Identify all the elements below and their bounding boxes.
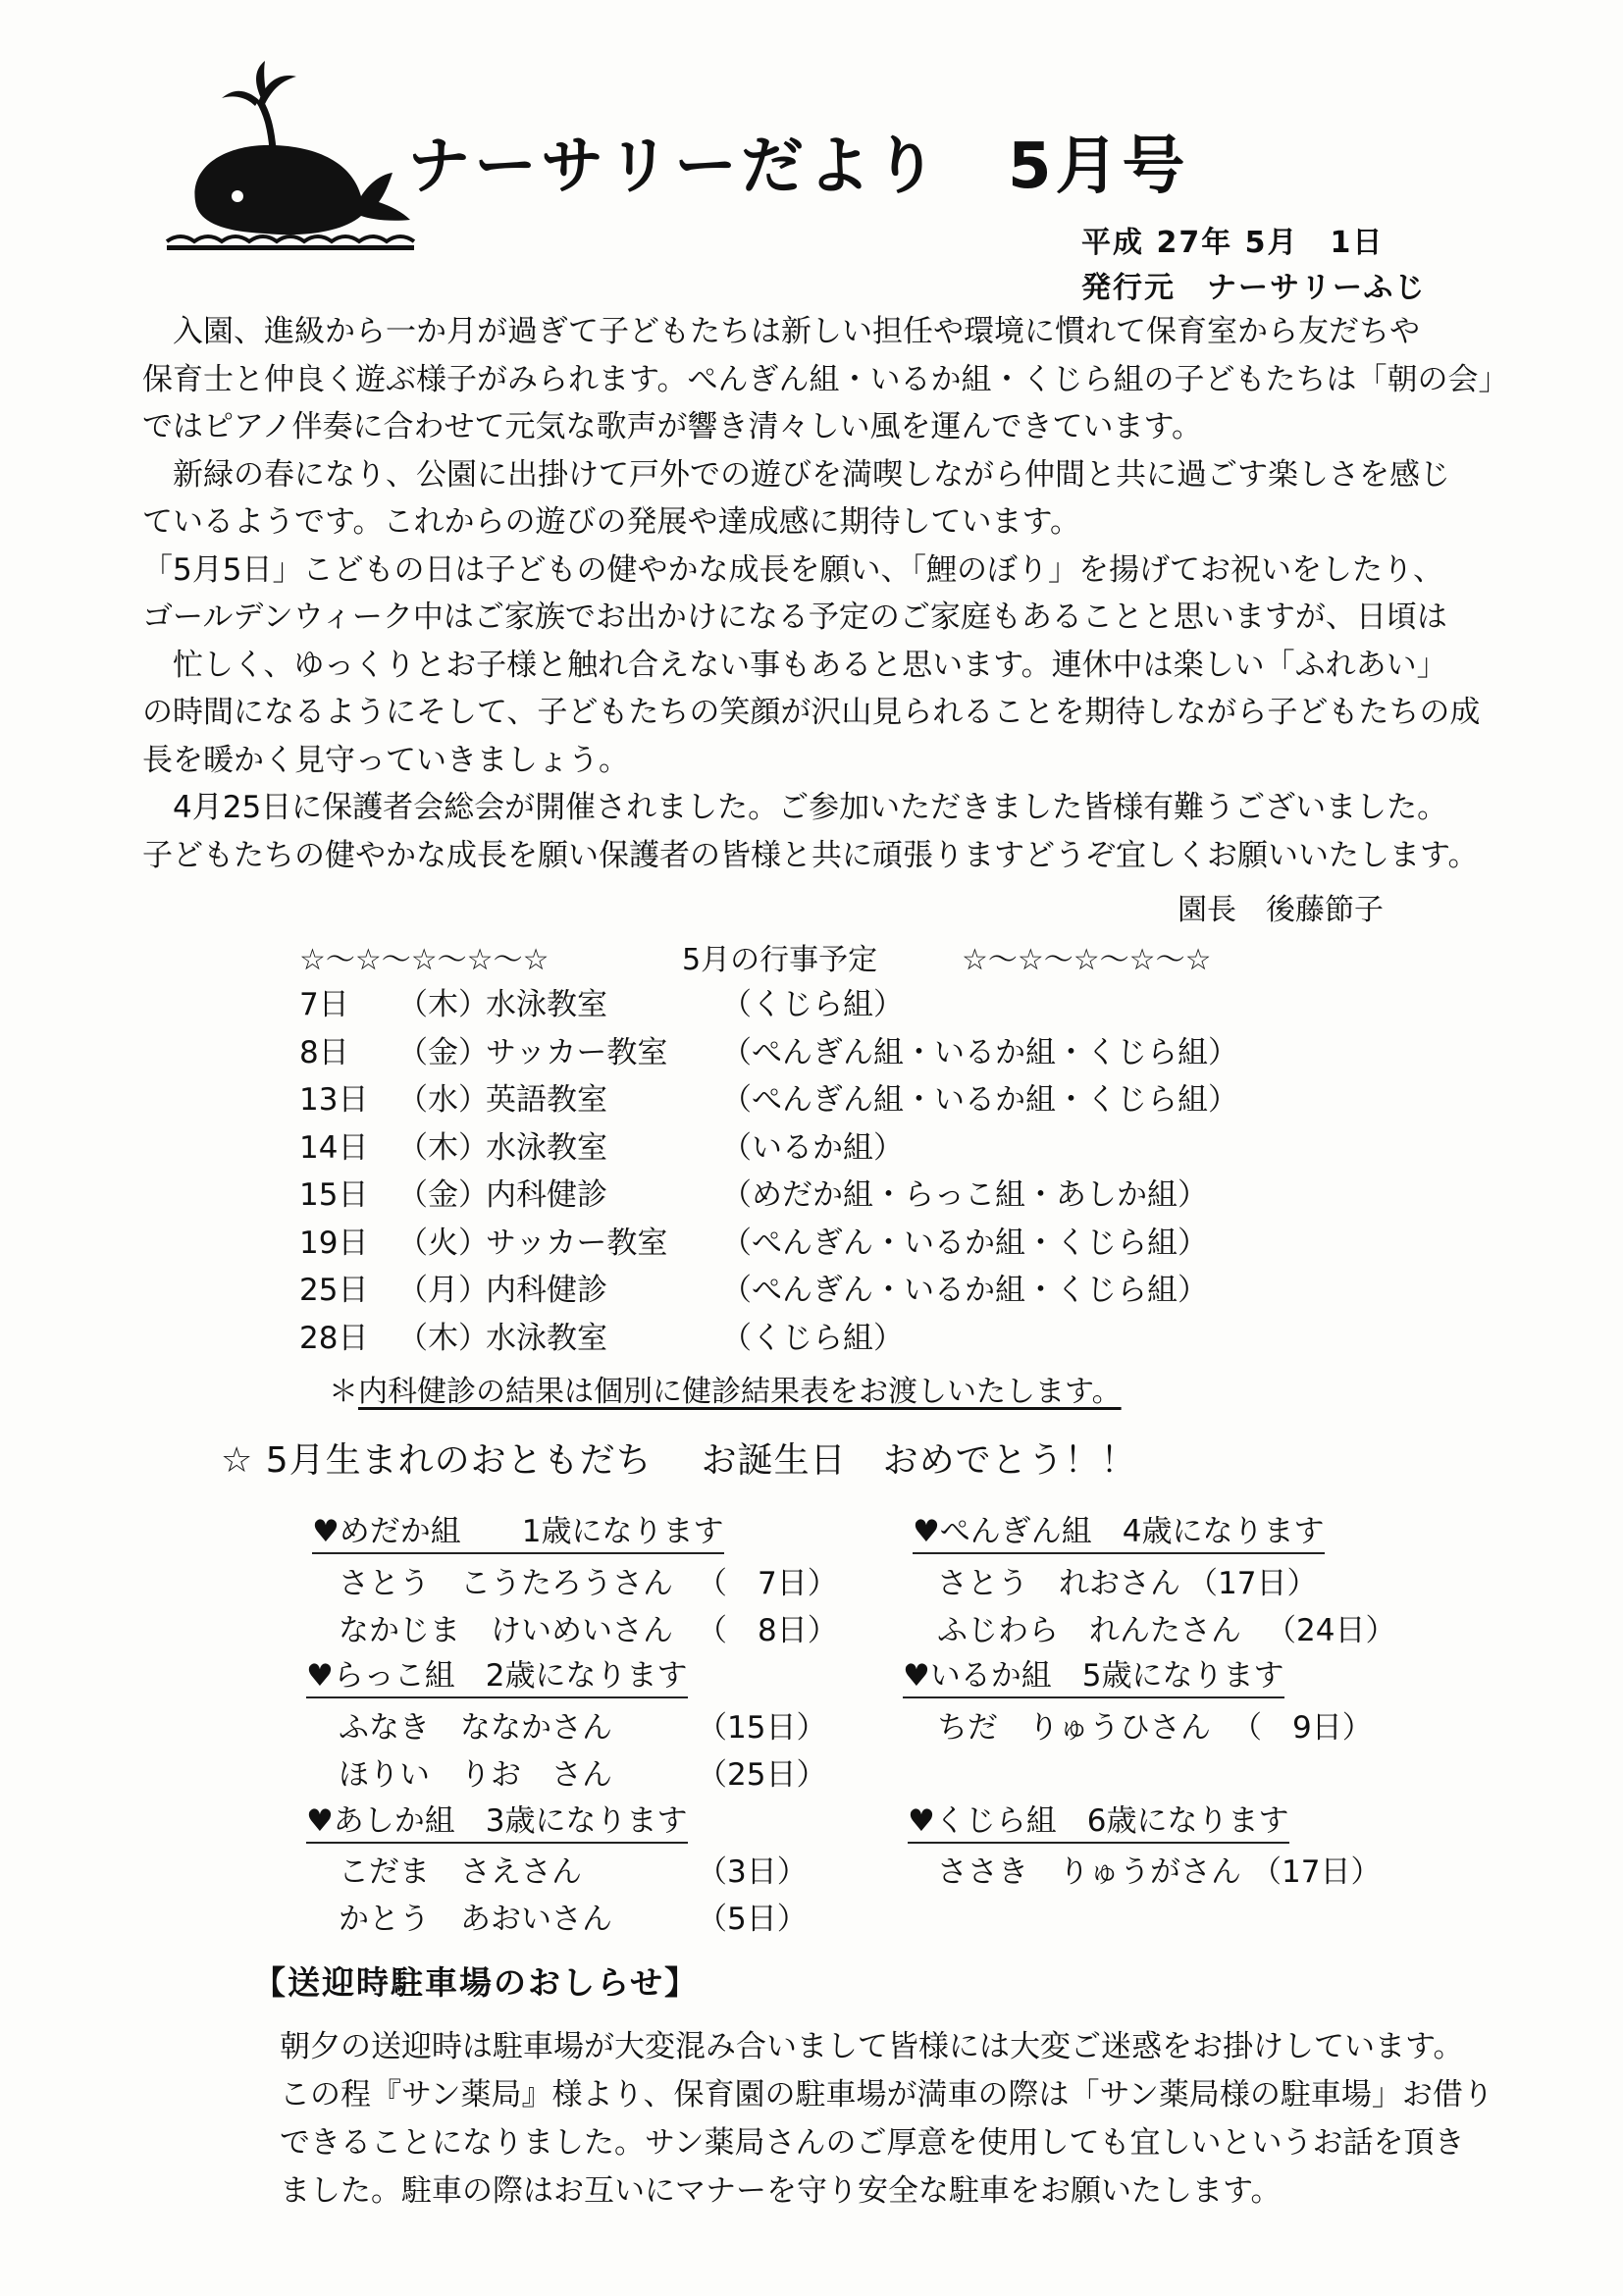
intro-line: ゴールデンウィーク中はご家族でお出かけになる予定のご家庭もあることと思いますが、日頃は [142, 600, 1447, 635]
kid-date: （5日） [697, 1902, 808, 1937]
class-heading-iruka: ♥いるか組 5歳になります [903, 1650, 1284, 1698]
kid-name: ふなき ななかさん [339, 1710, 612, 1746]
kid-date: （ 9日） [1231, 1710, 1373, 1746]
schedule-note [329, 1367, 1122, 1410]
kid-name: さとう こうたろうさん [339, 1566, 673, 1601]
schedule-classes: （くじら組） [721, 1320, 904, 1356]
schedule-day: 25日 [299, 1273, 369, 1308]
intro-line: 4月25日に保護者会総会が開催されました。ご参加いただきました皆様有難うございました。 [142, 790, 1448, 825]
intro-line: 保育士と仲良く遊ぶ様子がみられます。ぺんぎん組・いるか組・くじら組の子どもたちは「朝の会」 [142, 361, 1509, 397]
publisher: 発行元 ナーサリーふじ [1081, 271, 1427, 305]
notice-line: ました。駐車の際はお互いにマナーを守り安全な駐車をお願いたします。 [280, 2173, 1282, 2209]
schedule-day: 7日 [299, 987, 349, 1022]
kid-name: ささき りゅうがさん [937, 1854, 1241, 1890]
kid-date: （17日） [1187, 1566, 1318, 1601]
schedule-event: 英語教室 [486, 1082, 607, 1118]
schedule-weekday: （金） [397, 1177, 489, 1213]
schedule-classes: （ぺんぎん組・いるか組・くじら組） [721, 1082, 1238, 1118]
kid-date: （24日） [1266, 1613, 1396, 1648]
kid-date: （17日） [1251, 1854, 1382, 1890]
schedule-day: 8日 [299, 1034, 349, 1070]
intro-line: 「5月5日」こどもの日は子どもの健やかな成長を願い、「鯉のぼり」を揚げてお祝いをしたり、 [142, 551, 1443, 588]
schedule-event: 内科健診 [486, 1273, 607, 1308]
kid-date: （ 7日） [697, 1566, 838, 1601]
whale-icon [157, 59, 422, 255]
intro-line: 子どもたちの健やかな成長を願い保護者の皆様と共に頑張りますどうぞ宜しくお願いいたします。 [142, 837, 1479, 873]
schedule-weekday: （木） [397, 1320, 489, 1356]
schedule-event: 水泳教室 [486, 1129, 607, 1166]
schedule-weekday: （月） [397, 1273, 489, 1308]
signature: 園長 後藤節子 [1178, 893, 1384, 927]
kid-date: （ 8日） [697, 1613, 838, 1648]
schedule-classes: （くじら組） [721, 987, 904, 1022]
schedule-day: 19日 [299, 1225, 369, 1261]
kid-name: ふじわら れんたさん [937, 1613, 1241, 1648]
schedule-event: 水泳教室 [486, 1320, 607, 1356]
schedule-title: 5月の行事予定 [682, 943, 878, 977]
intro-line: 長を暖かく見守っていきましょう。 [142, 742, 629, 778]
schedule-deco-right: ☆〜☆〜☆〜☆〜☆ [962, 943, 1212, 977]
kid-name: かとう あおいさん [339, 1902, 612, 1937]
kid-name: ほりい りお さん [339, 1757, 612, 1793]
schedule-weekday: （木） [397, 987, 489, 1022]
kid-name: さとう れおさん [937, 1566, 1180, 1601]
schedule-classes: （めだか組・らっこ組・あしか組） [721, 1177, 1208, 1213]
schedule-event: 内科健診 [486, 1177, 607, 1213]
schedule-day: 15日 [299, 1177, 369, 1213]
schedule-weekday: （木） [397, 1129, 489, 1166]
note-text: 内科健診の結果は個別に健診結果表をお渡しいたします。 [358, 1375, 1122, 1409]
schedule-classes: （ぺんぎん組・いるか組・くじら組） [721, 1034, 1238, 1070]
page-title: ナーサリーだより 5月号 [407, 130, 1189, 203]
kid-name: なかじま けいめいさん [339, 1613, 673, 1648]
schedule-event: サッカー教室 [486, 1225, 668, 1261]
schedule-classes: （ぺんぎん・いるか組・くじら組） [721, 1273, 1208, 1308]
intro-line: ているようです。これからの遊びの発展や達成感に期待しています。 [142, 504, 1081, 540]
class-heading-ashika: ♥あしか組 3歳になります [306, 1796, 688, 1844]
schedule-event: 水泳教室 [486, 987, 607, 1022]
schedule-classes: （いるか組） [721, 1129, 904, 1166]
notice-line: この程『サン薬局』様より、保育園の駐車場が満車の際は「サン薬局様の駐車場」お借り [280, 2077, 1493, 2113]
intro-line: 新緑の春になり、公園に出掛けて戸外での遊びを満喫しながら仲間と共に過ごす楽しさを感じ [142, 456, 1450, 493]
schedule-weekday: （水） [397, 1082, 489, 1118]
intro-text [142, 308, 1536, 879]
class-heading-kujira: ♥くじら組 6歳になります [908, 1796, 1289, 1844]
class-heading-rakko: ♥らっこ組 2歳になります [306, 1650, 688, 1698]
class-heading-medaka: ♥めだか組 1歳になります [312, 1506, 724, 1554]
birthday-heading [221, 1433, 1137, 1483]
kid-date: （3日） [697, 1854, 808, 1890]
schedule-weekday: （火） [397, 1225, 489, 1261]
schedule-event: サッカー教室 [486, 1034, 668, 1070]
schedule-day: 13日 [299, 1082, 369, 1118]
intro-line: の時間になるようにそして、子どもたちの笑顔が沢山見られることを期待しながら子どもたちの成 [142, 695, 1481, 730]
kid-name: ちだ りゅうひさん [937, 1710, 1211, 1746]
class-heading-pengin: ♥ぺんぎん組 4歳になります [913, 1506, 1325, 1554]
intro-line: 忙しく、ゆっくりとお子様と触れ合えない事もあると思います。連休中は楽しい「ふれあい」 [142, 647, 1447, 683]
intro-line: ではピアノ伴奏に合わせて元気な歌声が響き清々しい風を運んできています。 [142, 409, 1203, 444]
schedule-deco-left: ☆〜☆〜☆〜☆〜☆ [299, 943, 550, 977]
schedule-classes: （ぺんぎん・いるか組・くじら組） [721, 1225, 1208, 1261]
note-mark: ＊ [329, 1375, 358, 1409]
parking-notice-text [280, 2023, 1493, 2216]
birthday-greeting: お誕生日 おめでとう！！ [701, 1440, 1137, 1481]
notice-line: 朝夕の送迎時は駐車場が大変混み合いまして皆様には大変ご迷惑をお掛けしています。 [280, 2029, 1464, 2064]
intro-line: 入園、進級から一か月が過ぎて子どもたちは新しい担任や環境に慣れて保育室から友だちや [142, 314, 1420, 349]
issue-date: 平成 27年 5月 1日 [1081, 226, 1385, 260]
notice-line: できることになりました。サン薬局さんのご厚意を使用しても宜しいというお話を頂き [280, 2125, 1465, 2161]
schedule-day: 14日 [299, 1129, 369, 1166]
birthday-title: ☆ 5月生まれのおともだち [221, 1440, 653, 1481]
parking-notice-heading: 【送迎時駐車場のおしらせ】 [253, 1963, 700, 2002]
kid-date: （15日） [697, 1710, 827, 1746]
kid-name: こだま さえさん [339, 1854, 582, 1890]
schedule-day: 28日 [299, 1320, 369, 1356]
schedule-weekday: （金） [397, 1034, 489, 1070]
kid-date: （25日） [697, 1757, 827, 1793]
